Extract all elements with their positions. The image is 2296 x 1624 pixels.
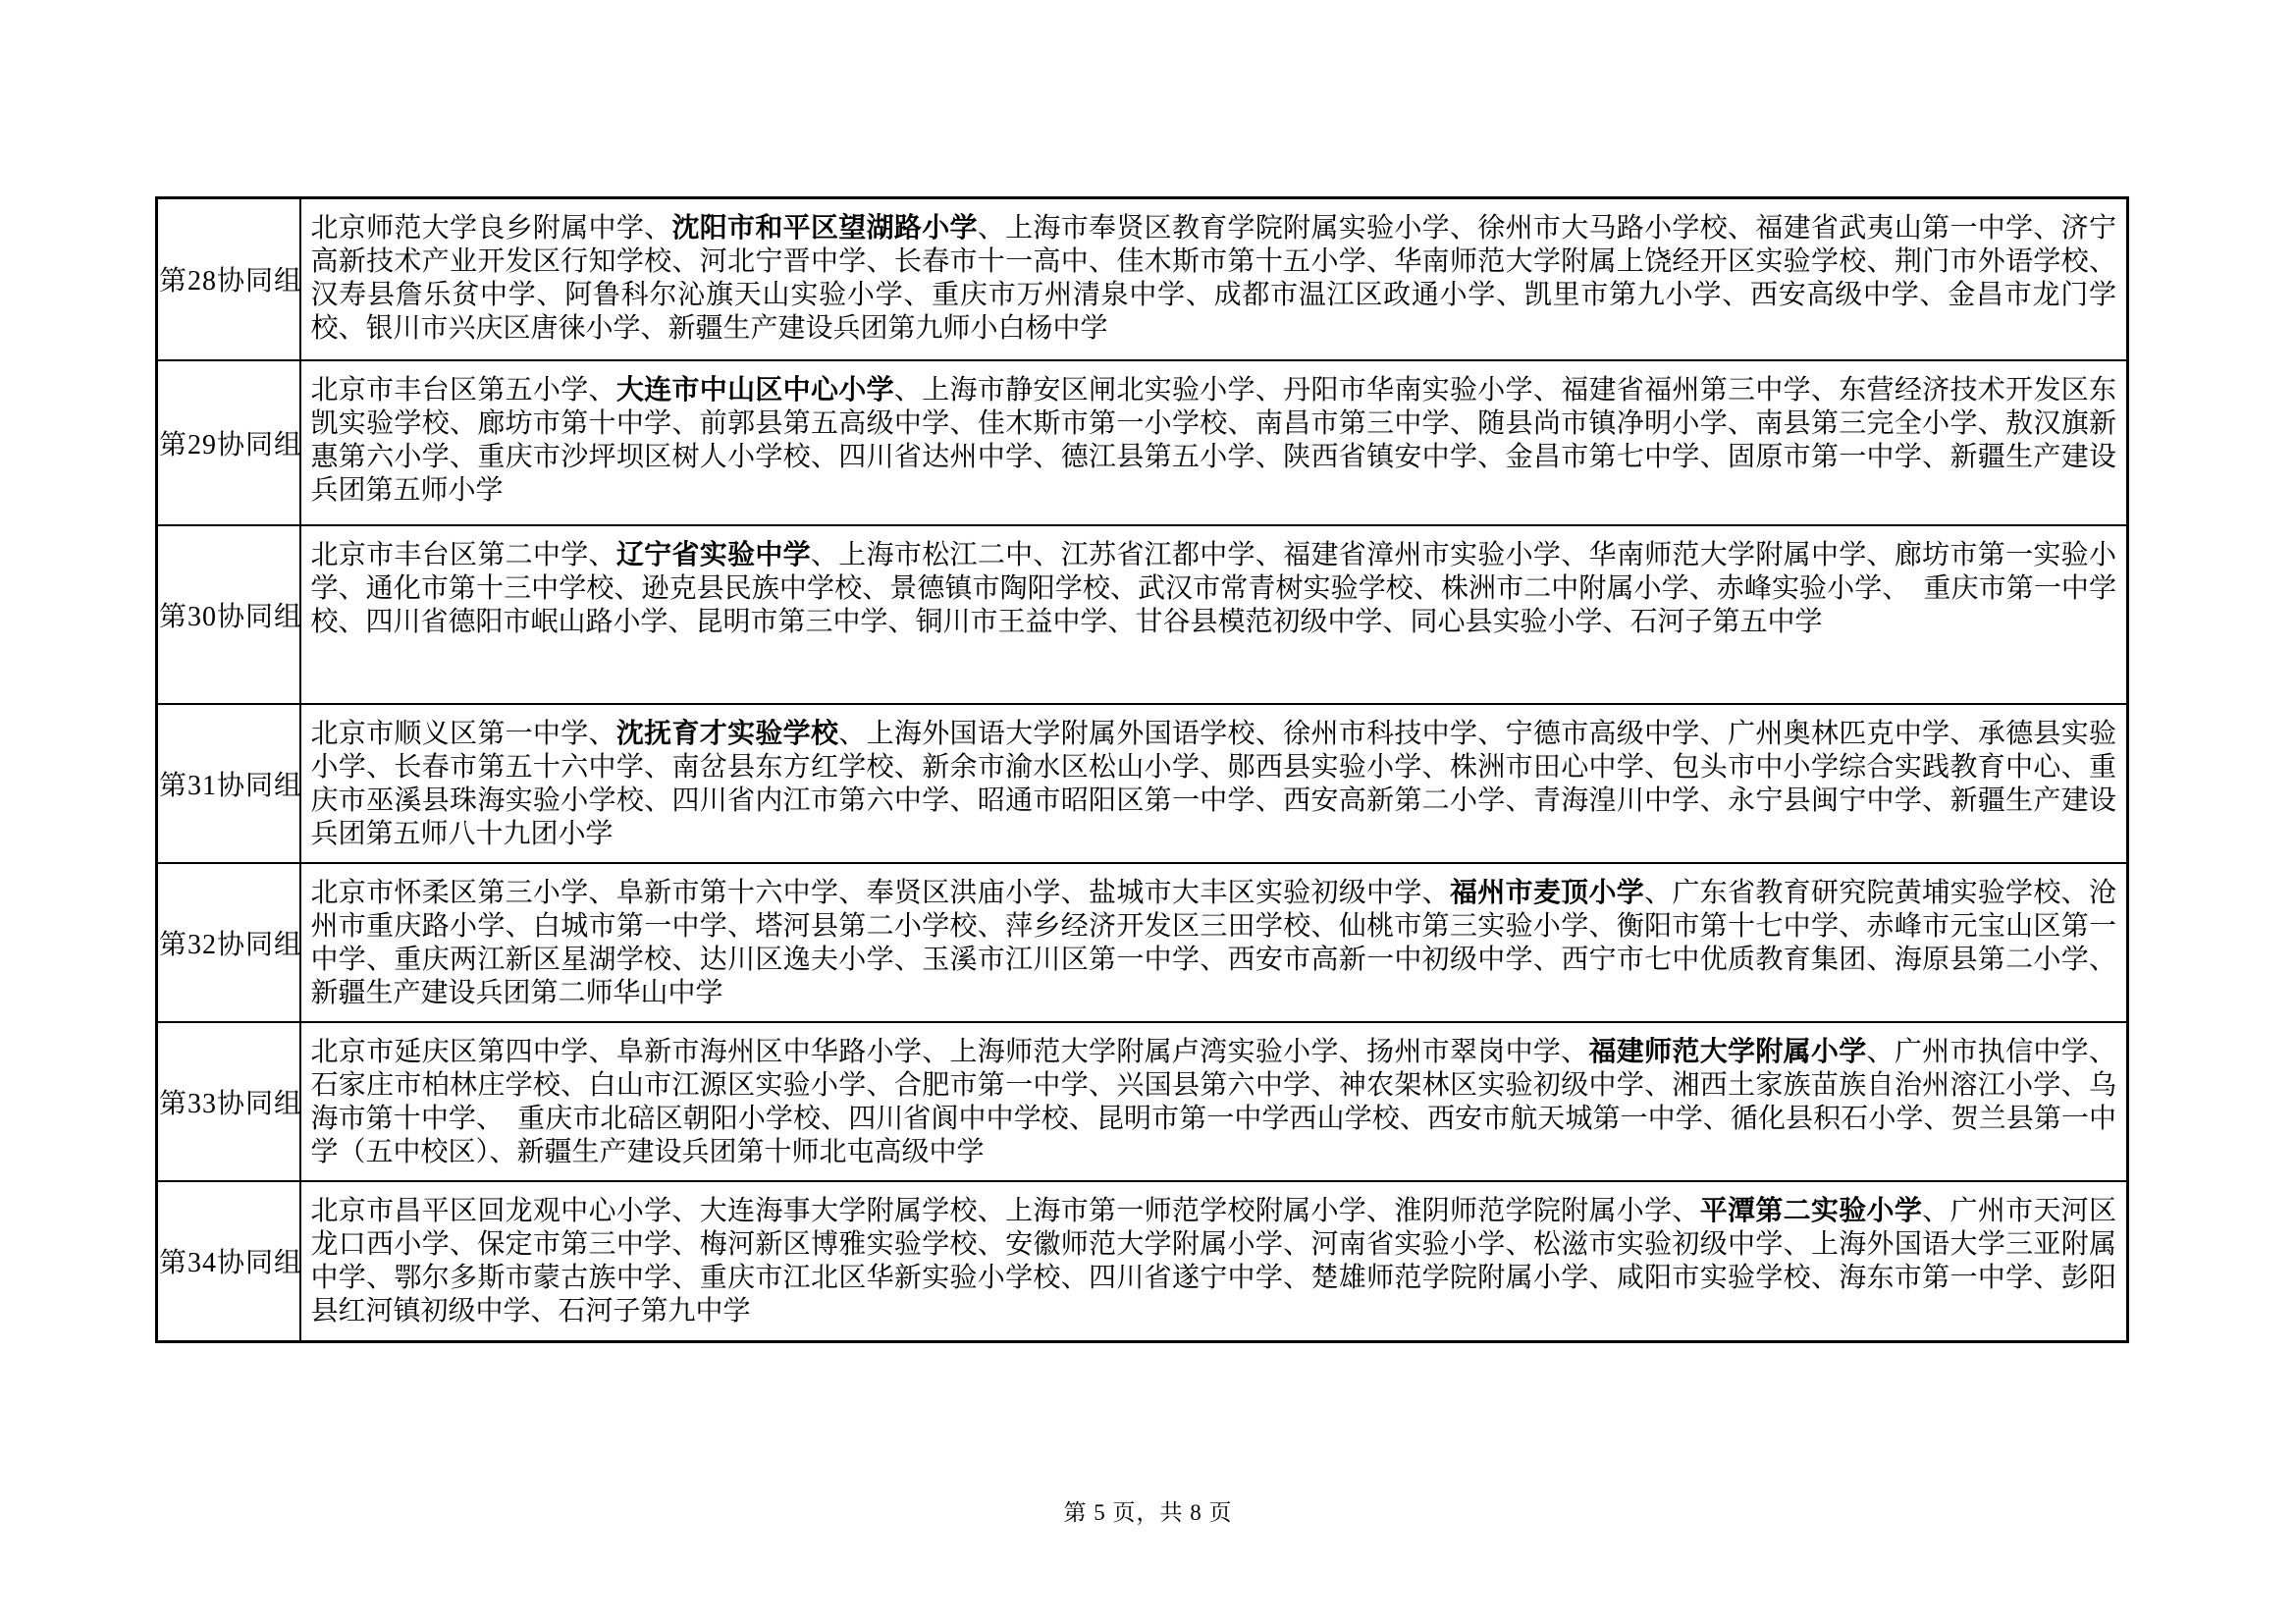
school-list-cell xyxy=(300,1022,2128,1181)
group-name-cell: 第28协同组 xyxy=(157,198,300,360)
school-list-cell xyxy=(300,1181,2128,1342)
school-names-text: 、广东省教育研究院黄埔实验学校、沧州市重庆路小学、白城市第一中学、塔河县第二小学校、萍乡经济开发区三田学校、仙桃市第三实验小学、衡阳市第十七中学、赤峰市元宝山区第一中学、重庆两江新区星湖学校、达川区逸夫小学、玉溪市江川区第一中学、西安市高新一中初级中学、西宁市七中优质教育集团、海原县第二小学、新疆生产建设兵团第二师华山中学 xyxy=(310,877,2116,1008)
school-names-text: 北京市怀柔区第三小学、阜新市第十六中学、奉贤区洪庙小学、盐城市大丰区实验初级中学、 xyxy=(310,877,1450,908)
group-name-cell: 第31协同组 xyxy=(157,704,300,863)
group-name-cell: 第32协同组 xyxy=(157,863,300,1022)
table-row xyxy=(157,198,2128,360)
school-list-cell xyxy=(300,360,2128,525)
school-names-text: 北京市延庆区第四中学、阜新市海州区中华路小学、上海师范大学附属卢湾实验小学、扬州市翠岗中学、 xyxy=(310,1036,1589,1067)
school-names-text: 北京市顺义区第一中学、 xyxy=(310,718,616,749)
groups-table xyxy=(155,196,2129,1343)
school-name-highlighted: 辽宁省实验中学 xyxy=(615,539,811,570)
school-names-text: 、上海市静安区闸北实验小学、丹阳市华南实验小学、福建省福州第三中学、东营经济技术开发区东凯实验学校、廊坊市第十中学、前郭县第五高级中学、佳木斯市第一小学校、南昌市第三中学、随县尚市镇净明小学、南县第三完全小学、敖汉旗新惠第六小学、重庆市沙坪坝区树人小学校、四川省达州中学、德江县第五小学、陕西省镇安中学、金昌市第七中学、固原市第一中学、新疆生产建设兵团第五师小学 xyxy=(310,374,2116,506)
school-names-text: 北京师范大学良乡附属中学、 xyxy=(310,213,672,244)
school-name-highlighted: 沈抚育才实验学校 xyxy=(615,718,839,749)
table-row xyxy=(157,525,2128,704)
school-name-highlighted: 沈阳市和平区望湖路小学 xyxy=(671,213,978,244)
groups-table-body xyxy=(157,198,2128,1342)
school-name-highlighted: 福建师范大学附属小学 xyxy=(1588,1036,1867,1067)
group-name-cell: 第30协同组 xyxy=(157,525,300,704)
table-row xyxy=(157,863,2128,1022)
school-list-cell xyxy=(300,704,2128,863)
group-name-cell: 第34协同组 xyxy=(157,1181,300,1342)
school-names-text: 、广州市执信中学、石家庄市柏林庄学校、白山市江源区实验小学、合肥市第一中学、兴国县第六中学、神农架林区实验初级中学、湘西土家族苗族自治州溶江小学、乌海市第十中学、 重庆市北碚区朝阳小学校、四川省阆中中学校、昆明市第一中学西山学校、西安市航天城第一中学、循化县积石小学、贺兰县第一中学（五中校区）、新疆生产建设兵团第十师北屯高级中学 xyxy=(310,1036,2116,1167)
group-name-cell: 第33协同组 xyxy=(157,1022,300,1181)
table-row xyxy=(157,1181,2128,1342)
school-list-cell xyxy=(300,863,2128,1022)
group-name-cell: 第29协同组 xyxy=(157,360,300,525)
school-name-highlighted: 福州市麦顶小学 xyxy=(1449,877,1645,908)
school-list-cell xyxy=(300,525,2128,704)
school-names-text: 北京市昌平区回龙观中心小学、大连海事大学附属学校、上海市第一师范学校附属小学、淮阴师范学院附属小学、 xyxy=(310,1195,1700,1226)
school-names-text: 北京市丰台区第二中学、 xyxy=(310,539,616,570)
school-names-text: 、上海外国语大学附属外国语学校、徐州市科技中学、宁德市高级中学、广州奥林匹克中学、承德县实验小学、长春市第五十六中学、南岔县东方红学校、新余市渝水区松山小学、郧西县实验小学、株洲市田心中学、包头市中小学综合实践教育中心、重庆市巫溪县珠海实验小学校、四川省内江市第六中学、昭通市昭阳区第一中学、西安高新第二小学、青海湟川中学、永宁县闽宁中学、新疆生产建设兵团第五师八十九团小学 xyxy=(310,718,2116,849)
school-names-text: 、上海市奉贤区教育学院附属实验小学、徐州市大马路小学校、福建省武夷山第一中学、济宁高新技术产业开发区行知学校、河北宁晋中学、长春市十一高中、佳木斯市第十五小学、华南师范大学附属上饶经开区实验学校、荆门市外语学校、汉寿县詹乐贫中学、阿鲁科尔沁旗天山实验小学、重庆市万州清泉中学、成都市温江区政通小学、凯里市第九小学、西安高级中学、金昌市龙门学校、银川市兴庆区唐徕小学、新疆生产建设兵团第九师小白杨中学 xyxy=(310,213,2116,344)
school-names-text: 、广州市天河区龙口西小学、保定市第三中学、梅河新区博雅实验学校、安徽师范大学附属小学、河南省实验小学、松滋市实验初级中学、上海外国语大学三亚附属中学、鄂尔多斯市蒙古族中学、重庆市江北区华新实验小学校、四川省遂宁中学、楚雄师范学院附属小学、咸阳市实验学校、海东市第一中学、彭阳县红河镇初级中学、石河子第九中学 xyxy=(310,1195,2116,1326)
school-list-cell xyxy=(300,198,2128,360)
table-row xyxy=(157,704,2128,863)
table-row xyxy=(157,360,2128,525)
page-number-footer: 第 5 页，共 8 页 xyxy=(1063,1500,1233,1525)
table-row xyxy=(157,1022,2128,1181)
school-names-text: 北京市丰台区第五小学、 xyxy=(310,374,616,406)
school-name-highlighted: 大连市中山区中心小学 xyxy=(615,374,894,406)
school-name-highlighted: 平潭第二实验小学 xyxy=(1699,1195,1923,1226)
school-names-text: 、上海市松江二中、江苏省江都中学、福建省漳州市实验小学、华南师范大学附属中学、廊坊市第一实验小学、通化市第十三中学校、逊克县民族中学校、景德镇市陶阳学校、武汉市常青树实验学校、株洲市二中附属小学、赤峰实验小学、 重庆市第一中学校、四川省德阳市岷山路小学、昆明市第三中学、铜川市王益中学、甘谷县模范初级中学、同心县实验小学、石河子第五中学 xyxy=(310,539,2116,637)
